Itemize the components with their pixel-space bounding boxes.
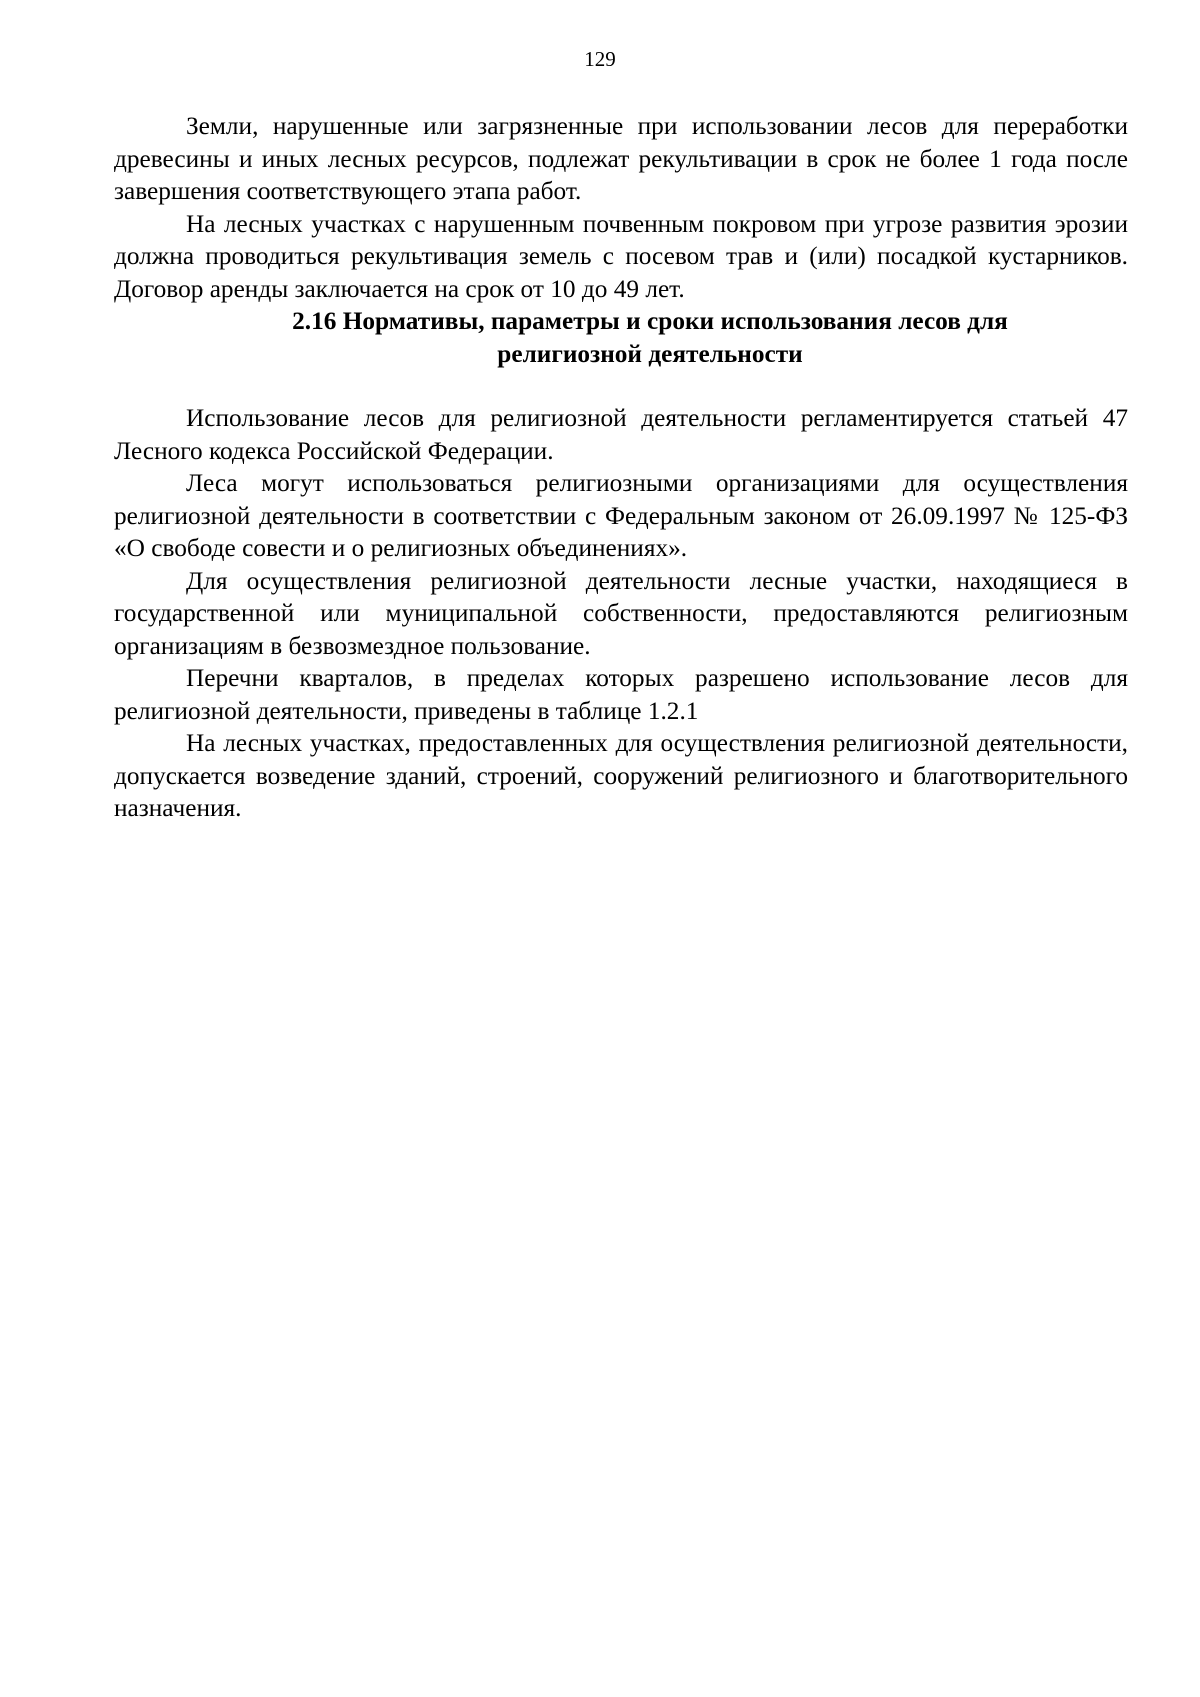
paragraph: Для осуществления религиозной деятельности лесные участки, находящиеся в государственной или муниципальной собственности, предоставляются религиозным организациям в безвозмездное пользование. [114,566,1128,660]
paragraph: Использование лесов для религиозной деятельности регламентируется статьей 47 Лесного кодекса Российской Федерации. [114,404,1128,465]
section-heading [114,305,1128,370]
section-heading-line: 2.16 Нормативы, параметры и сроки использования лесов для [292,307,1008,335]
paragraph: Леса могут использоваться религиозными организациями для осуществления религиозной деятельности в соответствии с Федеральным законом от 26.09.1997 № 125-ФЗ «О свободе совести и о религиозных объединениях». [114,469,1128,562]
paragraph: На лесных участках, предоставленных для осуществления религиозной деятельности, допускается возведение зданий, строений, сооружений религиозного и благотворительного назначения. [114,729,1128,822]
page-number: 129 [584,47,616,71]
spacer [114,370,1128,402]
page-body [114,110,1128,825]
section-heading-line: религиозной деятельности [497,339,803,368]
paragraph: Земли, нарушенные или загрязненные при использовании лесов для переработки древесины и иных лесных ресурсов, подлежат рекультивации в срок не более 1 года после завершения соответствующего этапа работ. [114,112,1128,205]
paragraph: На лесных участках с нарушенным почвенным покровом при угрозе развития эрозии должна проводиться рекультивация земель с посевом трав и (или) посадкой кустарников. Договор аренды заключается на срок от 10 до 49 лет. [114,209,1128,303]
paragraph: Перечни кварталов, в пределах которых разрешено использование лесов для религиозной деятельности, приведены в таблице 1.2.1 [114,664,1128,725]
